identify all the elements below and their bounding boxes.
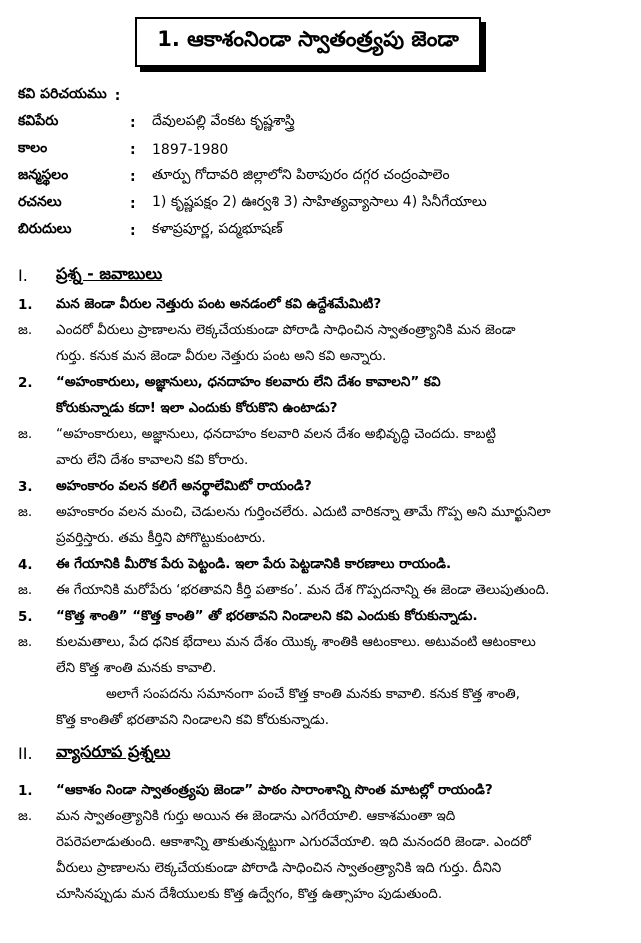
section-2-qa xyxy=(18,778,626,908)
line-text: కొత్త కాంతితో భరతావని నిండాలని కవి కోరుకున్నాడు. xyxy=(56,711,330,728)
answer-line xyxy=(18,422,626,448)
answer-line xyxy=(18,630,626,656)
intro-colon: : xyxy=(130,114,136,131)
intro-value: దేవులపల్లి వేంకట కృష్ణశాస్త్రి xyxy=(152,113,295,129)
line-marker: జ. xyxy=(18,425,33,442)
line-text: అహంకారం వలన కలిగే అనర్థాలేమిటో రాయండి? xyxy=(56,477,312,494)
answer-line xyxy=(18,526,626,552)
intro-label: కాలం xyxy=(18,140,48,156)
intro-colon: : xyxy=(130,195,136,212)
answer-line xyxy=(18,500,626,526)
intro-colon: : xyxy=(130,222,136,239)
intro-label: రచనలు xyxy=(18,194,62,210)
intro-row xyxy=(18,190,628,217)
section-1-number: I. xyxy=(18,266,28,285)
intro-row xyxy=(18,136,628,163)
question-line xyxy=(18,396,626,422)
line-marker: జ. xyxy=(18,633,33,650)
question-line xyxy=(18,778,626,804)
line-marker: జ. xyxy=(18,321,33,338)
answer-line xyxy=(18,856,626,882)
line-text: రెపరెపలాడుతుంది. ఆకాశాన్ని తాకుతున్నట్టుగా ఎగురవేయాలి. ఇది మనందరి జెండా. ఎందరో xyxy=(56,833,531,850)
section-1-qa xyxy=(18,292,626,734)
intro-rows xyxy=(18,109,628,244)
poet-intro xyxy=(18,82,628,244)
answer-line xyxy=(18,578,626,604)
line-text: చూసినప్పుడు మన దేశీయులకు కొత్త ఉద్వేగం, కొత్త ఉత్సాహం పుడుతుంది. xyxy=(56,885,443,902)
section-1-title: ప్రశ్న - జవాబులు xyxy=(56,264,163,283)
line-text: వీరులు ప్రాణాలను లెక్కచేయకుండా పోరాడి సాధించిన స్వాతంత్ర్యానికి ఇది గుర్తు. దీనిని xyxy=(56,859,502,876)
answer-line xyxy=(18,344,626,370)
line-text: మన స్వాతంత్ర్యానికి గుర్తు అయిన ఈ జెండాను ఎగరేయాలి. ఆకాశమంతా ఇది xyxy=(56,807,456,824)
line-text: లేని కొత్త శాంతి మనకు కావాలి. xyxy=(56,659,217,676)
section-1-heading xyxy=(18,264,162,287)
line-marker: 1. xyxy=(18,297,33,313)
answer-line xyxy=(18,830,626,856)
intro-heading-row xyxy=(18,82,628,109)
line-text: ఈ గేయానికి మరోపేరు ‘భరతావని కీర్తి పతాకం’. మన దేశ గొప్పదనాన్ని ఈ జెండా తెలుపుతుంది. xyxy=(56,581,550,598)
line-marker: 1. xyxy=(18,783,33,799)
intro-label: కవిపేరు xyxy=(18,113,59,129)
line-text: వారు లేని దేశం కావాలని కవి కోరారు. xyxy=(56,451,249,468)
intro-value: 1897-1980 xyxy=(152,141,229,158)
intro-colon: : xyxy=(114,87,121,104)
line-text: మన జెండా వీరుల నెత్తురు పంట అనడంలో కవి ఉద్దేశమేమిటి? xyxy=(56,295,382,312)
answer-line xyxy=(18,448,626,474)
line-text: “అహంకారులు, అజ్ఞానులు, ధనదాహం కలవారి వలన దేశం అభివృద్ధి చెందదు. కాబట్టి xyxy=(56,425,496,442)
intro-value: తూర్పు గోదావరి జిల్లాలోని పిఠాపురం దగ్గర చంద్రంపాలెం xyxy=(152,167,450,183)
intro-value: 1) కృష్ణపక్షం 2) ఊర్వశి 3) సాహిత్యవ్యాసాలు 4) సినీగేయాలు xyxy=(152,194,487,210)
section-2-heading xyxy=(18,742,170,765)
line-text: “ఆకాశం నిండా స్వాతంత్ర్యపు జెండా” పాఠం సారాంశాన్ని సొంత మాటల్లో రాయండి? xyxy=(56,781,493,798)
line-text: కోరుకున్నాడు కదా! ఇలా ఎందుకు కోరుకొని ఉంటాడు? xyxy=(56,399,338,416)
intro-colon: : xyxy=(130,141,136,158)
line-text: “కొత్త శాంతి” “కొత్త కాంతి” తో భరతావని నిండాలని కవి ఎందుకు కోరుకున్నాడు. xyxy=(56,607,478,624)
line-text: ఎందరో వీరులు ప్రాణాలను లెక్కచేయకుండా పోరాడి సాధించిన స్వాతంత్ర్యానికి మన జెండా xyxy=(56,321,516,338)
line-marker: 2. xyxy=(18,375,33,391)
question-line xyxy=(18,370,626,396)
line-marker: జ. xyxy=(18,807,33,824)
intro-value: కళాప్రపూర్ణ, పద్మభూషణ్ xyxy=(152,221,283,237)
line-marker: 3. xyxy=(18,479,33,495)
answer-line xyxy=(18,882,626,908)
line-text: కులమతాలు, పేద ధనిక భేదాలు మన దేశం యొక్క శాంతికి ఆటంకాలు. అటువంటి ఆటంకాలు xyxy=(56,633,536,650)
line-text: “అహంకారులు, అజ్ఞానులు, ధనదాహం కలవారు లేని దేశం కావాలని” కవి xyxy=(56,373,441,390)
chapter-title: 1. ఆకాశంనిండా స్వాతంత్ర్యపు జెండా xyxy=(157,27,459,51)
line-marker: 5. xyxy=(18,609,33,625)
answer-line xyxy=(18,656,626,682)
question-line xyxy=(18,474,626,500)
chapter-title-box xyxy=(135,17,481,67)
intro-row xyxy=(18,163,628,190)
line-marker: 4. xyxy=(18,557,33,573)
line-text: అహంకారం వలన మంచి, చెడులను గుర్తించలేరు. ఎదుటి వారికన్నా తామే గొప్ప అని మూర్ఖునిలా xyxy=(56,503,551,520)
intro-label: జన్మస్థలం xyxy=(18,167,69,183)
line-text: గుర్తు. కనుక మన జెండా వీరుల నెత్తురు పంట అని కవి అన్నారు. xyxy=(56,347,387,364)
line-text: ప్రవర్తిస్తారు. తమ కీర్తిని పోగొట్టుకుంటారు. xyxy=(56,529,266,546)
intro-colon: : xyxy=(130,168,136,185)
line-marker: జ. xyxy=(18,503,33,520)
intro-label: బిరుదులు xyxy=(18,221,72,237)
answer-line xyxy=(18,318,626,344)
section-2-number: II. xyxy=(18,744,33,763)
answer-line xyxy=(18,708,626,734)
answer-line xyxy=(18,804,626,830)
line-marker: జ. xyxy=(18,581,33,598)
question-line xyxy=(18,292,626,318)
intro-row xyxy=(18,109,628,136)
question-line xyxy=(18,604,626,630)
intro-row xyxy=(18,217,628,244)
answer-line xyxy=(18,682,626,708)
question-line xyxy=(18,552,626,578)
line-text: అలాగే సంపదను సమానంగా పంచే కొత్త కాంతి మనకు కావాలి. కనుక కొత్త శాంతి, xyxy=(106,685,520,702)
section-2-title: వ్యాసరూప ప్రశ్నలు xyxy=(56,742,171,761)
line-text: ఈ గేయానికి మీరొక పేరు పెట్టండి. ఇలా పేరు పెట్టడానికి కారణాలు రాయండి. xyxy=(56,555,452,572)
intro-heading: కవి పరిచయము xyxy=(18,86,107,102)
